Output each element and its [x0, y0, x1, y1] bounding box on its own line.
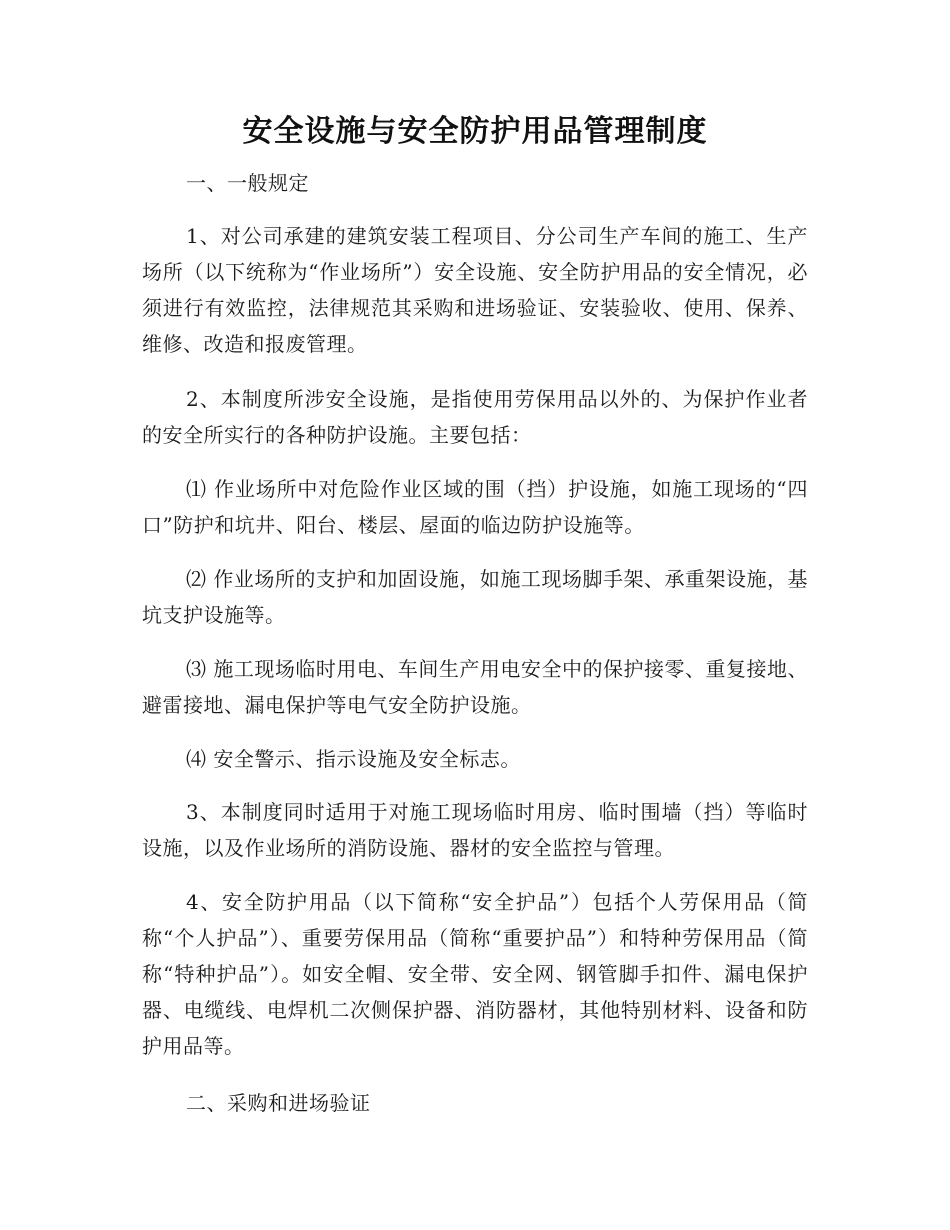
paragraph-2-item-2: ⑵ 作业场所的支护和加固设施，如施工现场脚手架、承重架设施，基坑支护设施等。 — [142, 567, 808, 627]
paragraph-3: 3、本制度同时适用于对施工现场临时用房、临时围墙（挡）等临时设施，以及作业场所的消防设施、器材的安全监控与管理。 — [142, 800, 808, 860]
paragraph-2-item-3: ⑶ 施工现场临时用电、车间生产用电安全中的保护接零、重复接地、避雷接地、漏电保护等电气安全防护设施。 — [142, 657, 808, 717]
paragraph-1: 1、对公司承建的建筑安装工程项目、分公司生产车间的施工、生产场所（以下统称为“作业场所”）安全设施、安全防护用品的安全情况，必须进行有效监控，法律规范其采购和进场验证、安装验收、使用、保养、维修、改造和报废管理。 — [142, 224, 808, 356]
section-heading-general: 一、一般规定 — [186, 171, 309, 195]
paragraph-2: 2、本制度所涉安全设施，是指使用劳保用品以外的、为保护作业者的安全所实行的各种防护设施。主要包括： — [142, 387, 808, 447]
document-title: 安全设施与安全防护用品管理制度 — [242, 114, 708, 149]
section-heading-procurement: 二、采购和进场验证 — [186, 1091, 371, 1115]
paragraph-2-item-1: ⑴ 作业场所中对危险作业区域的围（挡）护设施，如施工现场的“四口”防护和坑井、阳台、楼层、屋面的临边防护设施等。 — [142, 477, 808, 537]
paragraph-2-item-4: ⑷ 安全警示、指示设施及安全标志。 — [186, 747, 521, 771]
paragraph-4: 4、安全防护用品（以下简称“安全护品”）包括个人劳保用品（简称“个人护品”）、重要劳保用品（简称“重要护品”）和特种劳保用品（简称“特种护品”）。如安全帽、安全带、安全网、钢管脚手扣件、漏电保护器、电缆线、电焊机二次侧保护器、消防器材，其他特别材料、设备和防护用品等。 — [142, 890, 808, 1058]
